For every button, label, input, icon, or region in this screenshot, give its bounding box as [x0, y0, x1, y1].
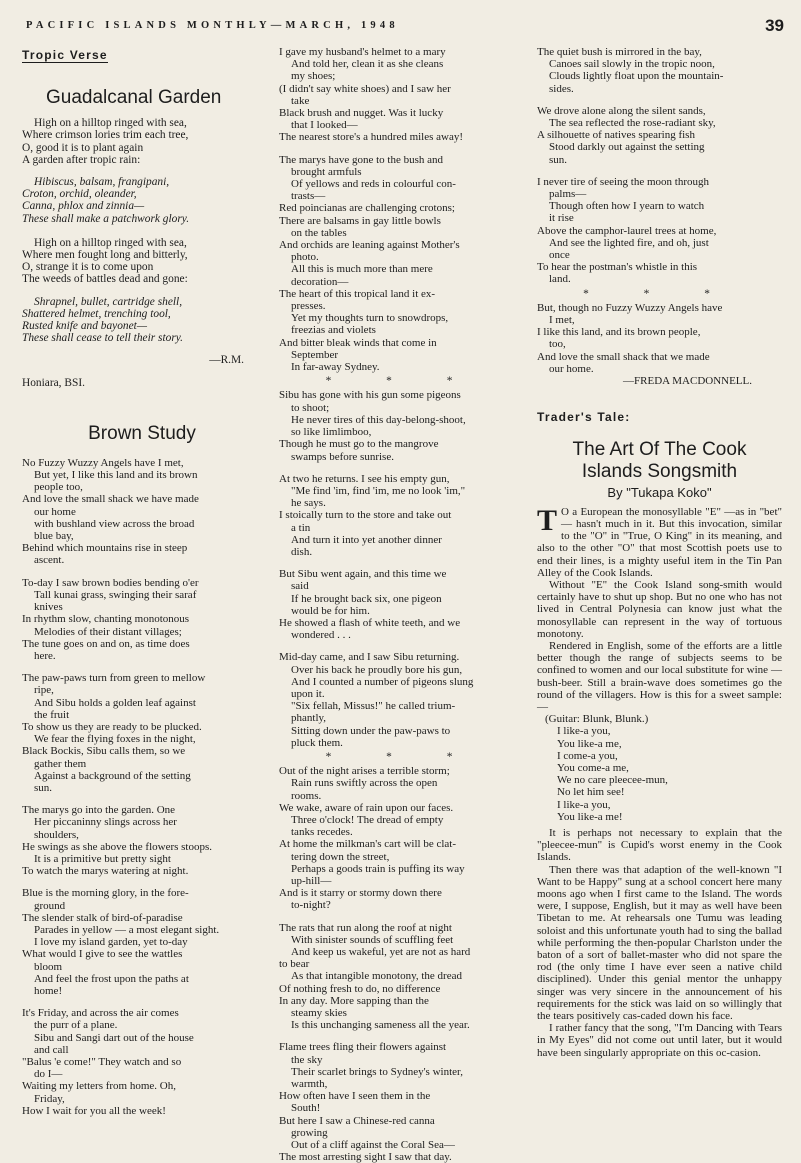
- verse-line: No Fuzzy Wuzzy Angels have I met,: [22, 456, 184, 469]
- verse-line: Though he must go to the mangrove: [279, 438, 439, 451]
- verse-line: I come-a you,: [557, 749, 618, 762]
- verse-line: he says.: [291, 497, 326, 510]
- poem-stanza: [22, 176, 262, 225]
- verse-line: It's Friday, and across the air comes: [22, 1007, 179, 1020]
- verse-line: (Guitar: Blunk, Blunk.): [545, 713, 649, 726]
- verse-line: Though often how I yearn to watch: [549, 200, 705, 213]
- verse-line: Red poincianas are challenging crotons;: [279, 202, 455, 215]
- article-paragraph: Rendered in English, some of the efforts are a little better though the range of subjects seems to be confined to women and our local substitute for wine — bush-beer. Still a brain-wave does sometimes go the round of the villagers. How is this for a sweet sample:—: [537, 639, 782, 713]
- verse-line: would be for him.: [291, 604, 370, 617]
- column-1: [22, 46, 262, 1117]
- article-paragraph: Then there was that adaption of the well-known "I Want to be Happy" sung at a school concert here many moons ago when I first came to the Island. The words were, I suppose, English, but it may as well have been Tibetan to me. At rehearsals one Tumu was leading soloist and this unfortunate youth had to sing the ballad while performing the then-popular Charlston under the baton of a sort of ballet-master who did not spare the rod (the only time I have ever seen a native child disciplined). Under this genial mentor the unhappy singer was very sincere in the announcement of his requirements for the stick was laid on so willingly that the tears positively cas-caded down his face.: [537, 863, 782, 1023]
- verse-line: ascent.: [34, 554, 65, 567]
- poem-stanza: [279, 1041, 525, 1163]
- verse-line: our home.: [549, 362, 594, 375]
- verse-line: warmth,: [291, 1078, 328, 1091]
- verse-line: Sitting down under the paw-paws to: [291, 724, 451, 737]
- verse-line: tanks recedes.: [291, 826, 353, 839]
- verse-line: He never tires of this day-belong-shoot,: [291, 413, 466, 426]
- verse-line: How I wait for you all the week!: [22, 1104, 166, 1117]
- verse-line: to bear: [279, 958, 310, 971]
- column-3: [537, 46, 782, 1059]
- poem-stanza: [279, 765, 525, 911]
- verse-line: I like-a you,: [557, 725, 611, 738]
- verse-line: do I—: [34, 1068, 63, 1081]
- verse-line: The sea reflected the rose-radiant sky,: [549, 117, 716, 130]
- verse-line: photo.: [291, 251, 319, 264]
- verse-line: swamps before sunrise.: [291, 450, 394, 463]
- verse-line: You come-a me,: [557, 761, 629, 774]
- verse-line: blue bay,: [34, 530, 74, 543]
- verse-line: that I looked—: [291, 119, 358, 132]
- verse-line: No let him see!: [557, 786, 625, 799]
- verse-line: The slender stalk of bird-of-paradise: [22, 911, 183, 924]
- verse-line: Perhaps a goods train is puffing its way: [291, 862, 465, 875]
- verse-line: At home the milkman's cart will be clat-: [279, 838, 457, 851]
- verse-line: Of nothing fresh to do, no difference: [279, 982, 441, 995]
- verse-line: What would I give to see the wattles: [22, 948, 183, 961]
- verse-line: Parades in yellow — a most elegant sight.: [34, 923, 220, 936]
- verse-line: To watch the marys watering at night.: [22, 865, 189, 878]
- verse-line: Friday,: [34, 1092, 65, 1105]
- verse-line: We drove alone along the silent sands,: [537, 104, 706, 117]
- verse-line: home!: [34, 984, 63, 997]
- verse-line: And keep us wakeful, yet are not as hard: [291, 946, 471, 959]
- verse-line: palms—: [549, 188, 587, 201]
- verse-line: Against a background of the setting: [34, 769, 191, 782]
- verse-line: But here I saw a Chinese-red canna: [279, 1114, 435, 1127]
- verse-line: a tin: [291, 521, 311, 534]
- verse-line: I love my island garden, yet to-day: [34, 936, 188, 949]
- verse-line: on the tables: [291, 226, 347, 239]
- poem-stanza: [279, 651, 525, 749]
- verse-line: wondered . . .: [291, 629, 351, 642]
- verse-line: dish.: [291, 545, 313, 558]
- verse-line: And see the lighted fire, and oh, just: [549, 236, 709, 249]
- verse-line: High on a hilltop ringed with sea,: [34, 117, 187, 130]
- verse-line: I stoically turn to the store and take out: [279, 509, 452, 522]
- verse-line: And Sibu holds a golden leaf against: [34, 696, 196, 709]
- poem-stanza: [22, 672, 262, 794]
- verse-line: land.: [549, 273, 571, 286]
- verse-line: sun.: [34, 781, 53, 794]
- verse-line: These shall make a patchwork glory.: [22, 212, 190, 225]
- verse-line: ripe,: [34, 684, 54, 697]
- verse-line: And feel the frost upon the paths at: [34, 972, 189, 985]
- verse-line: And orchids are leaning against Mother's: [279, 239, 460, 252]
- verse-line: Croton, orchid, oleander,: [22, 188, 137, 201]
- poem-title-brown-study: Brown Study: [88, 422, 196, 444]
- verse-line: I like-a you,: [557, 798, 611, 811]
- verse-line: Above the camphor-laurel trees at home,: [537, 224, 717, 237]
- verse-line: Rain runs swiftly across the open: [291, 777, 438, 790]
- verse-line: ground: [34, 899, 66, 912]
- verse-line: so like limlimboo,: [291, 426, 372, 439]
- verse-line: And I counted a number of pigeons slung: [291, 675, 474, 688]
- verse-line: In any day. More sapping than the: [279, 994, 429, 1007]
- verse-line: The heart of this tropical land it ex-: [279, 287, 436, 300]
- verse-line: to shoot;: [291, 401, 330, 414]
- article-paragraph: I rather fancy that the song, "I'm Dancing with Tears in My Eyes" did not come out until later, but it would have been singularly appropriate on this oc-casion.: [537, 1022, 782, 1059]
- verse-line: Melodies of their distant villages;: [34, 625, 182, 638]
- poem-stanza: [22, 117, 262, 166]
- verse-line: Blue is the morning glory, in the fore-: [22, 887, 189, 900]
- column-2: [279, 46, 525, 1163]
- verse-line: High on a hilltop ringed with sea,: [34, 236, 187, 249]
- verse-line: with bushland view across the broad: [34, 517, 195, 530]
- verse-line: Black brush and nugget. Was it lucky: [279, 107, 444, 120]
- verse-line: I never tire of seeing the moon through: [537, 175, 709, 188]
- verse-line: In rhythm slow, chanting monotonous: [22, 613, 190, 626]
- verse-line: South!: [291, 1102, 321, 1115]
- page-header: [14, 16, 784, 40]
- verse-line: All this is much more than mere: [291, 263, 433, 276]
- verse-line: brought armfuls: [291, 165, 362, 178]
- verse-line: steamy skies: [291, 1007, 347, 1020]
- poem-stanza: [537, 46, 782, 95]
- poem-stanza: [22, 237, 262, 286]
- verse-line: it rise: [549, 212, 574, 225]
- song-lyrics: [537, 713, 782, 823]
- verse-line: the purr of a plane.: [34, 1019, 118, 1032]
- running-title: PACIFIC ISLANDS MONTHLY—MARCH, 1948: [26, 20, 399, 31]
- verse-line: said: [291, 580, 309, 593]
- verse-line: Three o'clock! The dread of empty: [291, 813, 444, 826]
- verse-line: The marys go into the garden. One: [22, 804, 176, 817]
- verse-line: trasts—: [291, 190, 326, 203]
- verse-line: up-hill—: [291, 875, 332, 887]
- verse-line: upon it.: [291, 687, 325, 700]
- verse-line: our home: [34, 505, 76, 518]
- verse-line: bloom: [34, 960, 63, 973]
- verse-line: And turn it into yet another dinner: [291, 533, 442, 546]
- verse-line: pluck them.: [291, 736, 343, 749]
- verse-line: The most arresting sight I saw that day.: [279, 1151, 452, 1163]
- verse-line: Yet my thoughts turn to snowdrops,: [291, 312, 449, 325]
- verse-line: too,: [549, 338, 566, 351]
- poem-stanza: [279, 922, 525, 1032]
- verse-line: And bitter bleak winds that come in: [279, 336, 437, 349]
- verse-line: But Sibu went again, and this time we: [279, 568, 447, 581]
- poem-stanza: [537, 176, 782, 286]
- verse-line: decoration—: [291, 275, 349, 288]
- verse-line: But yet, I like this land and its brown: [34, 469, 198, 482]
- verse-line: O, good it is to plant again: [22, 141, 144, 154]
- article-title: The Art Of The Cook Islands Songsmith: [572, 439, 747, 483]
- verse-line: Their scarlet brings to Sydney's winter,: [291, 1065, 464, 1078]
- poem-place: Honiara, BSI.: [22, 376, 85, 389]
- verse-line: Shattered helmet, trenching tool,: [22, 307, 171, 320]
- verse-line: take: [291, 94, 310, 107]
- verse-line: How often have I seen them in the: [279, 1090, 431, 1103]
- verse-line: "Balus 'e come!" They watch and so: [22, 1056, 182, 1068]
- verse-line: He showed a flash of white teeth, and we: [279, 616, 461, 629]
- verse-line: The quiet bush is mirrored in the bay,: [537, 46, 702, 58]
- verse-line: The marys have gone to the bush and: [279, 153, 444, 166]
- verse-line: I met,: [549, 314, 575, 327]
- poem-stanza: [279, 568, 525, 641]
- verse-line: There are balsams in gay little bowls: [279, 214, 441, 227]
- drop-cap: T: [537, 503, 558, 537]
- verse-line: once: [549, 249, 570, 262]
- verse-line: I like this land, and its brown people,: [537, 326, 701, 339]
- verse-line: tering down the street,: [291, 850, 390, 863]
- verse-line: and call: [34, 1043, 69, 1056]
- verse-line: my shoes;: [291, 70, 336, 83]
- page-number: 39: [765, 16, 784, 35]
- verse-line: O, strange it is to come upon: [22, 261, 154, 274]
- verse-line: Where men fought long and bitterly,: [22, 249, 188, 262]
- verse-line: Sibu has gone with his gun some pigeons: [279, 389, 461, 402]
- poem-stanza: [22, 296, 262, 345]
- verse-line: Sibu and Sangi dart out of the house: [34, 1031, 194, 1044]
- verse-line: "Six fellah, Missus!" he called trium-: [291, 700, 456, 713]
- verse-line: At two he returns. I see his empty gun,: [279, 472, 450, 485]
- verse-line: A garden after tropic rain:: [22, 153, 141, 166]
- verse-line: It is a primitive but pretty sight: [34, 852, 171, 865]
- section-label-tropic-verse: Tropic Verse: [22, 48, 108, 62]
- verse-line: He swings as she above the flowers stoops.: [22, 840, 213, 853]
- verse-line: The weeds of battles dead and gone:: [22, 273, 188, 286]
- verse-line: The rats that run along the roof at night: [279, 921, 452, 934]
- verse-line: Out of the night arises a terrible storm;: [279, 765, 450, 778]
- article-paragraph: Without "E" the Cook Island song-smith would certainly have to shut up shop. But no one who has not lived in Central Polynesia can know just what the monosyllable can represent in the way of tortuous monotony.: [537, 578, 782, 640]
- verse-line: people too,: [34, 481, 83, 494]
- verse-line: If he brought back six, one pigeon: [291, 592, 442, 605]
- verse-line: But, though no Fuzzy Wuzzy Angels have: [537, 301, 723, 314]
- poem-stanza: [279, 389, 525, 462]
- verse-line: the fruit: [34, 708, 70, 721]
- verse-line: September: [291, 348, 339, 361]
- verse-line: Stood darkly out against the setting: [549, 141, 705, 154]
- verse-line: "Me find 'im, find 'im, me no look 'im,": [291, 484, 466, 497]
- verse-line: here.: [34, 649, 56, 662]
- verse-line: In far-away Sydney.: [291, 361, 380, 374]
- verse-line: To show us they are ready to be plucked.: [22, 720, 202, 733]
- article-byline: By "Tukapa Koko": [607, 485, 712, 501]
- verse-line: to-night?: [291, 899, 331, 912]
- verse-line: To hear the postman's whistle in this: [537, 261, 698, 274]
- verse-line: shoulders,: [34, 828, 79, 841]
- verse-line: Of yellows and reds in colourful con-: [291, 178, 456, 191]
- verse-line: gather them: [34, 757, 87, 770]
- verse-line: sun.: [549, 153, 568, 166]
- verse-line: You like-a me!: [557, 810, 623, 823]
- verse-line: the sky: [291, 1053, 323, 1066]
- verse-line: As that intangible monotony, the dread: [291, 970, 462, 983]
- verse-line: freezias and violets: [291, 324, 376, 337]
- verse-line: Black Bockis, Sibu calls them, so we: [22, 745, 186, 758]
- poem-stanza: [22, 1007, 262, 1117]
- verse-line: I gave my husband's helmet to a mary: [279, 46, 446, 58]
- poem-signature: —FREDA MACDONNELL.: [623, 375, 752, 388]
- verse-line: With sinister sounds of scuffling feet: [291, 933, 454, 946]
- verse-line: Over his back he proudly bore his gun,: [291, 663, 463, 676]
- poem-stanza: [279, 154, 525, 374]
- verse-line: rooms.: [291, 789, 322, 802]
- verse-line: Canoes sail slowly in the tropic noon,: [549, 58, 715, 71]
- section-break-stars: * * *: [583, 287, 736, 300]
- verse-line: The tune goes on and on, as time does: [22, 637, 190, 650]
- poem-stanza: [537, 105, 782, 166]
- verse-line: And love the small shack that we made: [537, 350, 710, 363]
- verse-line: knives: [34, 601, 63, 614]
- verse-line: Where crimson lories trim each tree,: [22, 129, 189, 142]
- verse-line: Clouds lightly float upon the mountain-: [549, 70, 724, 83]
- verse-line: Rusted knife and bayonet—: [22, 320, 147, 333]
- verse-line: To-day I saw brown bodies bending o'er: [22, 576, 199, 589]
- poem-stanza: [22, 577, 262, 662]
- article-paragraph: It is perhaps not necessary to explain that the "pleecee-mun" is Cupid's worst enemy in the Cook Islands.: [537, 826, 782, 864]
- verse-line: Mid-day came, and I saw Sibu returning.: [279, 651, 460, 664]
- verse-line: Tall kunai grass, swinging their saraf: [34, 588, 197, 601]
- section-break-stars: * * *: [325, 375, 479, 388]
- verse-line: Shrapnel, bullet, cartridge shell,: [34, 295, 183, 308]
- verse-line: Canna, phlox and zinnia—: [22, 200, 145, 213]
- verse-line: Behind which mountains rise in steep: [22, 542, 188, 555]
- verse-line: phantly,: [291, 712, 327, 725]
- verse-line: We wake, aware of rain upon our faces.: [279, 801, 454, 814]
- verse-line: presses.: [291, 300, 326, 313]
- verse-line: The nearest store's a hundred miles away!: [279, 131, 464, 144]
- section-label-traders-tale: Trader's Tale:: [537, 410, 631, 425]
- verse-line: (I didn't say white shoes) and I saw her: [279, 82, 451, 95]
- poem-stanza: [22, 887, 262, 997]
- poem-stanza: [22, 457, 262, 567]
- verse-line: You like-a me,: [557, 737, 622, 750]
- verse-line: We no care pleecee-mun,: [557, 774, 668, 787]
- verse-line: Flame trees fling their flowers against: [279, 1041, 447, 1054]
- verse-line: And told her, clean it as she cleans: [291, 58, 444, 71]
- verse-line: Is this unchanging sameness all the year.: [291, 1019, 470, 1032]
- verse-line: And love the small shack we have made: [22, 493, 199, 506]
- verse-line: sides.: [549, 82, 574, 95]
- poem-stanza: [537, 302, 782, 375]
- article-paragraph: T O a European the monosyllable "E" —as in "bet" — hasn't much in it. But this invocation, similar to the "O" in "True, O King" in its meaning, and also to the other "O" that most Scottish poets use to end their lines, is a mighty useful item in the Tin Pan Alley of the Cook Islands.: [537, 503, 782, 579]
- verse-line: Waiting my letters from home. Oh,: [22, 1080, 176, 1093]
- poem-stanza: [279, 46, 525, 144]
- poem-signature: —R.M.: [209, 354, 244, 367]
- verse-line: We fear the flying foxes in the night,: [34, 733, 196, 746]
- verse-line: A silhouette of natives spearing fish: [537, 129, 695, 142]
- verse-line: Out of a cliff against the Coral Sea—: [291, 1139, 455, 1152]
- verse-line: Her piccaninny slings across her: [34, 816, 177, 829]
- section-break-stars: * * *: [325, 750, 479, 763]
- poem-stanza: [22, 804, 262, 877]
- verse-line: The paw-paws turn from green to mellow: [22, 672, 206, 685]
- verse-line: And is it starry or stormy down there: [279, 887, 442, 900]
- poem-stanza: [279, 473, 525, 558]
- verse-line: These shall cease to tell their story.: [22, 332, 184, 345]
- verse-line: Hibiscus, balsam, frangipani,: [34, 176, 170, 189]
- verse-line: growing: [291, 1126, 328, 1139]
- poem-title-guadalcanal-garden: Guadalcanal Garden: [46, 87, 222, 109]
